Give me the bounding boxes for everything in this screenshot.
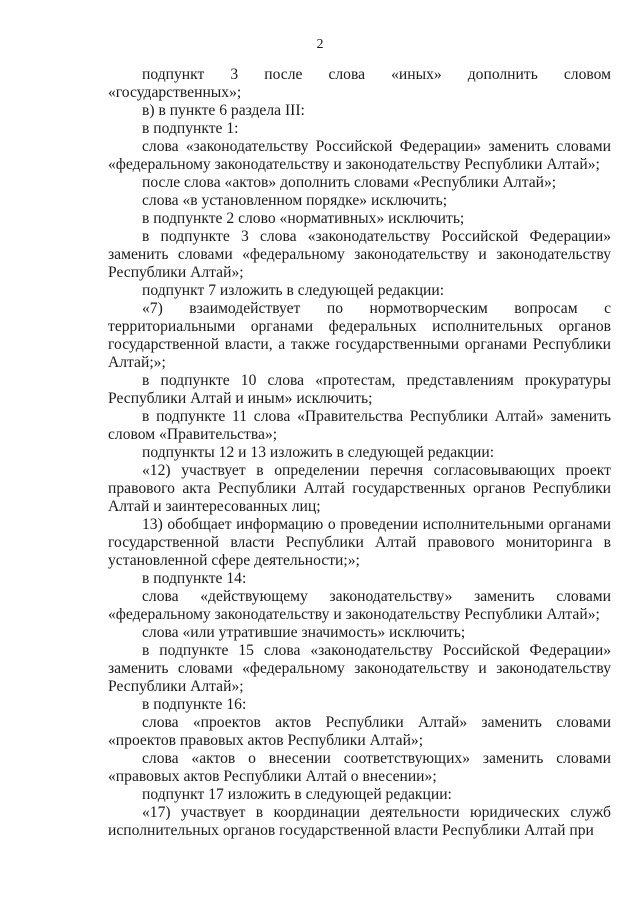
paragraph: «17) участвует в координации деятельности юридических служб исполнительных органов государственной власти Республики Алтай при — [108, 804, 611, 839]
paragraph: слова «действующему законодательству» заменить словами «федеральному законодательству и законодательству Республики Алтай»; — [108, 588, 611, 623]
paragraph: в подпункте 16: — [142, 696, 247, 713]
paragraph: слова «проектов актов Республики Алтай» заменить словами «проектов правовых актов Республики Алтай»; — [108, 714, 611, 749]
paragraph: слова «или утратившие значимость» исключить; — [142, 624, 466, 641]
paragraph: слова «в установленном порядке» исключить; — [142, 192, 448, 209]
paragraph: подпункт 3 после слова «иных» дополнить словом «государственных»; — [108, 66, 611, 101]
paragraph: в подпункте 15 слова «законодательству Российской Федерации» заменить словами «федеральному законодательству и законодательству Республики Алтай»; — [108, 642, 611, 695]
paragraph: в) в пункте 6 раздела III: — [142, 102, 305, 119]
paragraph: в подпункте 1: — [142, 120, 239, 137]
paragraph: 13) обобщает информацию о проведении исполнительными органами государственной власти Республики Алтай правового мониторинга в установленной сфере деятельности;»; — [108, 516, 611, 569]
paragraph: в подпункте 2 слово «нормативных» исключить; — [142, 210, 465, 227]
document-body — [108, 66, 611, 840]
paragraph: после слова «актов» дополнить словами «Республики Алтай»; — [142, 174, 557, 191]
paragraph: слова «актов о внесении соответствующих» заменить словами «правовых актов Республики Алтай о внесении»; — [108, 750, 611, 785]
paragraph: в подпункте 11 слова «Правительства Республики Алтай» заменить словом «Правительства»; — [108, 408, 611, 443]
paragraph: в подпункте 10 слова «протестам, представлениям прокуратуры Республики Алтай и иным» исключить; — [108, 372, 611, 407]
paragraph: подпункты 12 и 13 изложить в следующей редакции: — [142, 444, 495, 461]
paragraph: «7) взаимодействует по нормотворческим вопросам с территориальными органами федеральных исполнительных органов государственной власти, а также государственными органами Республики Алтай;»; — [108, 300, 611, 371]
page-number: 2 — [316, 37, 324, 52]
paragraph: «12) участвует в определении перечня согласовывающих проект правового акта Республики Алтай государственных органов Республики Алтай и заинтересованных лиц; — [108, 462, 611, 515]
paragraph: в подпункте 14: — [142, 570, 247, 587]
paragraph: в подпункте 3 слова «законодательству Российской Федерации» заменить словами «федеральному законодательству и законодательству Республики Алтай»; — [108, 228, 611, 281]
paragraph: подпункт 17 изложить в следующей редакции: — [142, 786, 452, 803]
paragraph: слова «законодательству Российской Федерации» заменить словами «федеральному законодательству и законодательству Республики Алтай»; — [108, 138, 611, 173]
paragraph: подпункт 7 изложить в следующей редакции: — [142, 282, 445, 299]
